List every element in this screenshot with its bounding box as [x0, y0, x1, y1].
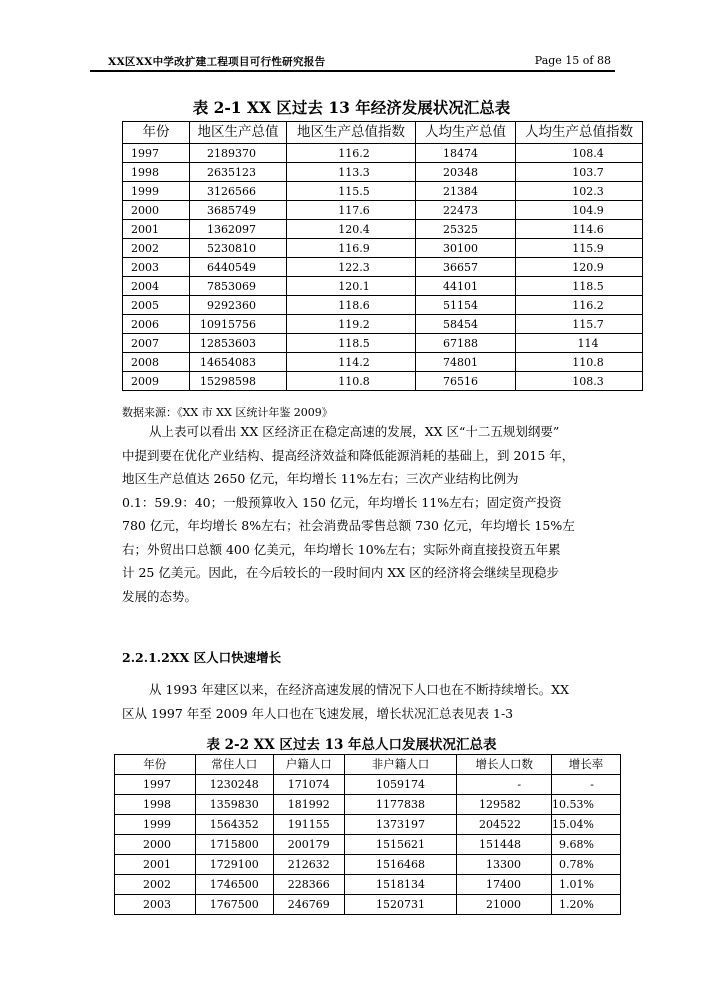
- table-cell: 246769: [274, 895, 345, 915]
- paragraph-line: 地区生产总值达 2650 亿元，年均增长 11%左右；三次产业结构比例为: [122, 471, 519, 486]
- table-cell: 116.2: [287, 144, 416, 163]
- table-cell: 212632: [274, 855, 345, 875]
- table-cell: 104.9: [516, 201, 643, 220]
- table-row: [115, 835, 621, 855]
- column-header: 年份: [115, 755, 196, 775]
- table-cell: 5230810: [190, 239, 287, 258]
- column-header: 人均生产总值指数: [516, 122, 643, 144]
- table-cell: 1515621: [344, 835, 457, 855]
- table-cell: 1177838: [344, 795, 457, 815]
- table-row: [115, 775, 621, 795]
- table-cell: 1230248: [195, 775, 273, 795]
- table-cell: 9292360: [190, 296, 287, 315]
- table-cell: 2000: [123, 201, 190, 220]
- table-cell: 76516: [416, 372, 516, 391]
- economic-development-table: [122, 121, 643, 391]
- table-row: [115, 855, 621, 875]
- table-row: [123, 239, 643, 258]
- table-cell: 1998: [123, 163, 190, 182]
- table-cell: 103.7: [516, 163, 643, 182]
- table-cell: 1999: [123, 182, 190, 201]
- table-cell: 110.8: [516, 353, 643, 372]
- table-cell: 113.3: [287, 163, 416, 182]
- table-cell: 22473: [416, 201, 516, 220]
- table-cell: 120.4: [287, 220, 416, 239]
- table-cell: 20348: [416, 163, 516, 182]
- table-cell: 116.2: [516, 296, 643, 315]
- table-row: [123, 182, 643, 201]
- table-cell: 1362097: [190, 220, 287, 239]
- table-cell: 17400: [457, 875, 552, 895]
- table-cell: 21384: [416, 182, 516, 201]
- table-cell: 10.53%: [552, 795, 621, 815]
- table-cell: 1516468: [344, 855, 457, 875]
- table-cell: 1359830: [195, 795, 273, 815]
- column-header: 增长率: [552, 755, 621, 775]
- table-cell: 7853069: [190, 277, 287, 296]
- table-cell: 14654083: [190, 353, 287, 372]
- table-cell: 1767500: [195, 895, 273, 915]
- table-cell: 171074: [274, 775, 345, 795]
- table-cell: 122.3: [287, 258, 416, 277]
- column-header: 地区生产总值: [190, 122, 287, 144]
- table-row: [123, 315, 643, 334]
- paragraph-line: 右；外贸出口总额 400 亿美元，年均增长 10%左右；实际外商直接投资五年累: [122, 541, 561, 557]
- table-cell: 129582: [457, 795, 552, 815]
- paragraph-line: 中提到要在优化产业结构、提高经济效益和降低能源消耗的基础上，到 2015 年，: [122, 447, 575, 463]
- table-row: [123, 220, 643, 239]
- table-cell: 2007: [123, 334, 190, 353]
- table-cell: 58454: [416, 315, 516, 334]
- table-cell: 1746500: [195, 875, 273, 895]
- analysis-paragraph: [122, 420, 620, 608]
- table-cell: 191155: [274, 815, 345, 835]
- paragraph-line: 780 亿元，年均增长 8%左右；社会消费品零售总额 730 亿元，年均增长 15%左: [122, 518, 575, 533]
- table-cell: 1.01%: [552, 875, 621, 895]
- table-cell: 2004: [123, 277, 190, 296]
- table-row: [123, 163, 643, 182]
- table-cell: 116.9: [287, 239, 416, 258]
- table-cell: 114: [516, 334, 643, 353]
- table-cell: 204522: [457, 815, 552, 835]
- table-row: [123, 296, 643, 315]
- population-table: [114, 754, 621, 915]
- table-cell: 30100: [416, 239, 516, 258]
- table-cell: 119.2: [287, 315, 416, 334]
- table-cell: 1999: [115, 815, 196, 835]
- table-cell: 120.1: [287, 277, 416, 296]
- table-cell: 2006: [123, 315, 190, 334]
- table-cell: 115.7: [516, 315, 643, 334]
- table-cell: 51154: [416, 296, 516, 315]
- table-cell: 2003: [123, 258, 190, 277]
- column-header: 增长人口数: [457, 755, 552, 775]
- table-cell: 67188: [416, 334, 516, 353]
- table-cell: 1564352: [195, 815, 273, 835]
- table-cell: 13300: [457, 855, 552, 875]
- table-cell: 228366: [274, 875, 345, 895]
- table-cell: 44101: [416, 277, 516, 296]
- table-cell: 1729100: [195, 855, 273, 875]
- table-cell: 10915756: [190, 315, 287, 334]
- table-header-row: [115, 755, 621, 775]
- table-cell: 1373197: [344, 815, 457, 835]
- table-cell: 151448: [457, 835, 552, 855]
- table-cell: 3685749: [190, 201, 287, 220]
- table-cell: 1059174: [344, 775, 457, 795]
- table-cell: 115.5: [287, 182, 416, 201]
- table-cell: 1518134: [344, 875, 457, 895]
- table-cell: 1998: [115, 795, 196, 815]
- column-header: 户籍人口: [274, 755, 345, 775]
- table-cell: 15.04%: [552, 815, 621, 835]
- paragraph-line: 计 25 亿美元。因此，在今后较长的一段时间内 XX 区的经济将会继续呈现稳步: [122, 565, 560, 580]
- column-header: 年份: [123, 122, 190, 144]
- table-cell: 74801: [416, 353, 516, 372]
- paragraph-line: 从 1993 年建区以来，在经济高速发展的情况下人口也在不断持续增长。XX: [149, 682, 570, 697]
- table-cell: 0.78%: [552, 855, 621, 875]
- table-cell: 181992: [274, 795, 345, 815]
- table-header-row: [123, 122, 643, 144]
- table-cell: 120.9: [516, 258, 643, 277]
- table-cell: 1997: [115, 775, 196, 795]
- table-row: [123, 201, 643, 220]
- table-cell: -: [552, 775, 621, 795]
- table-cell: 36657: [416, 258, 516, 277]
- table-cell: 18474: [416, 144, 516, 163]
- table-cell: -: [457, 775, 552, 795]
- document-title: XX区XX中学改扩建工程项目可行性研究报告: [108, 56, 326, 68]
- page-header: [90, 52, 615, 72]
- table-cell: 2189370: [190, 144, 287, 163]
- table-cell: 200179: [274, 835, 345, 855]
- table-row: [115, 795, 621, 815]
- table-cell: 1715800: [195, 835, 273, 855]
- table-cell: 2001: [115, 855, 196, 875]
- table2-title: 表 2-2 XX 区过去 13 年总人口发展状况汇总表: [206, 737, 497, 753]
- table-cell: 12853603: [190, 334, 287, 353]
- column-header: 人均生产总值: [416, 122, 516, 144]
- table-cell: 117.6: [287, 201, 416, 220]
- population-paragraph: [122, 678, 620, 725]
- table-row: [115, 875, 621, 895]
- table-cell: 15298598: [190, 372, 287, 391]
- paragraph-line: 0.1：59.9：40；一般预算收入 150 亿元，年均增长 11%左右；固定资产投资: [122, 494, 562, 510]
- paragraph-line: 发展的态势。: [122, 588, 198, 604]
- table-cell: 110.8: [287, 372, 416, 391]
- table-row: [123, 258, 643, 277]
- column-header: 常住人口: [195, 755, 273, 775]
- table-cell: 6440549: [190, 258, 287, 277]
- table-cell: 118.5: [516, 277, 643, 296]
- table-cell: 9.68%: [552, 835, 621, 855]
- table-row: [123, 144, 643, 163]
- table-cell: 102.3: [516, 182, 643, 201]
- table-cell: 1520731: [344, 895, 457, 915]
- table-cell: 108.4: [516, 144, 643, 163]
- paragraph-line: 区从 1997 年至 2009 年人口也在飞速发展，增长状况汇总表见表 1-3: [122, 705, 514, 721]
- table-cell: 118.5: [287, 334, 416, 353]
- column-header: 地区生产总值指数: [287, 122, 416, 144]
- table-cell: 1.20%: [552, 895, 621, 915]
- table-cell: 2002: [115, 875, 196, 895]
- data-source-note: 数据来源：《XX 市 XX 区统计年鉴 2009》: [122, 406, 333, 419]
- table-cell: 114.6: [516, 220, 643, 239]
- table-cell: 2635123: [190, 163, 287, 182]
- table-cell: 1997: [123, 144, 190, 163]
- table-row: [115, 815, 621, 835]
- table-cell: 2001: [123, 220, 190, 239]
- table-cell: 2009: [123, 372, 190, 391]
- table-cell: 3126566: [190, 182, 287, 201]
- table-cell: 115.9: [516, 239, 643, 258]
- paragraph-line: 从上表可以看出 XX 区经济正在稳定高速的发展，XX 区“十二五规划纲要”: [149, 424, 560, 439]
- section-heading: 2.2.1.2XX 区人口快速增长: [122, 650, 282, 665]
- table-cell: 2000: [115, 835, 196, 855]
- table-cell: 2003: [115, 895, 196, 915]
- column-header: 非户籍人口: [344, 755, 457, 775]
- table-cell: 25325: [416, 220, 516, 239]
- table-row: [123, 353, 643, 372]
- table1-title: 表 2-1 XX 区过去 13 年经济发展状况汇总表: [192, 98, 511, 117]
- table-cell: 21000: [457, 895, 552, 915]
- table-row: [123, 372, 643, 391]
- table-cell: 2002: [123, 239, 190, 258]
- table-cell: 2005: [123, 296, 190, 315]
- table-row: [123, 277, 643, 296]
- page-number: Page 15 of 88: [534, 54, 611, 67]
- table-row: [123, 334, 643, 353]
- table-row: [115, 895, 621, 915]
- table-cell: 114.2: [287, 353, 416, 372]
- table-cell: 108.3: [516, 372, 643, 391]
- table-cell: 2008: [123, 353, 190, 372]
- table-cell: 118.6: [287, 296, 416, 315]
